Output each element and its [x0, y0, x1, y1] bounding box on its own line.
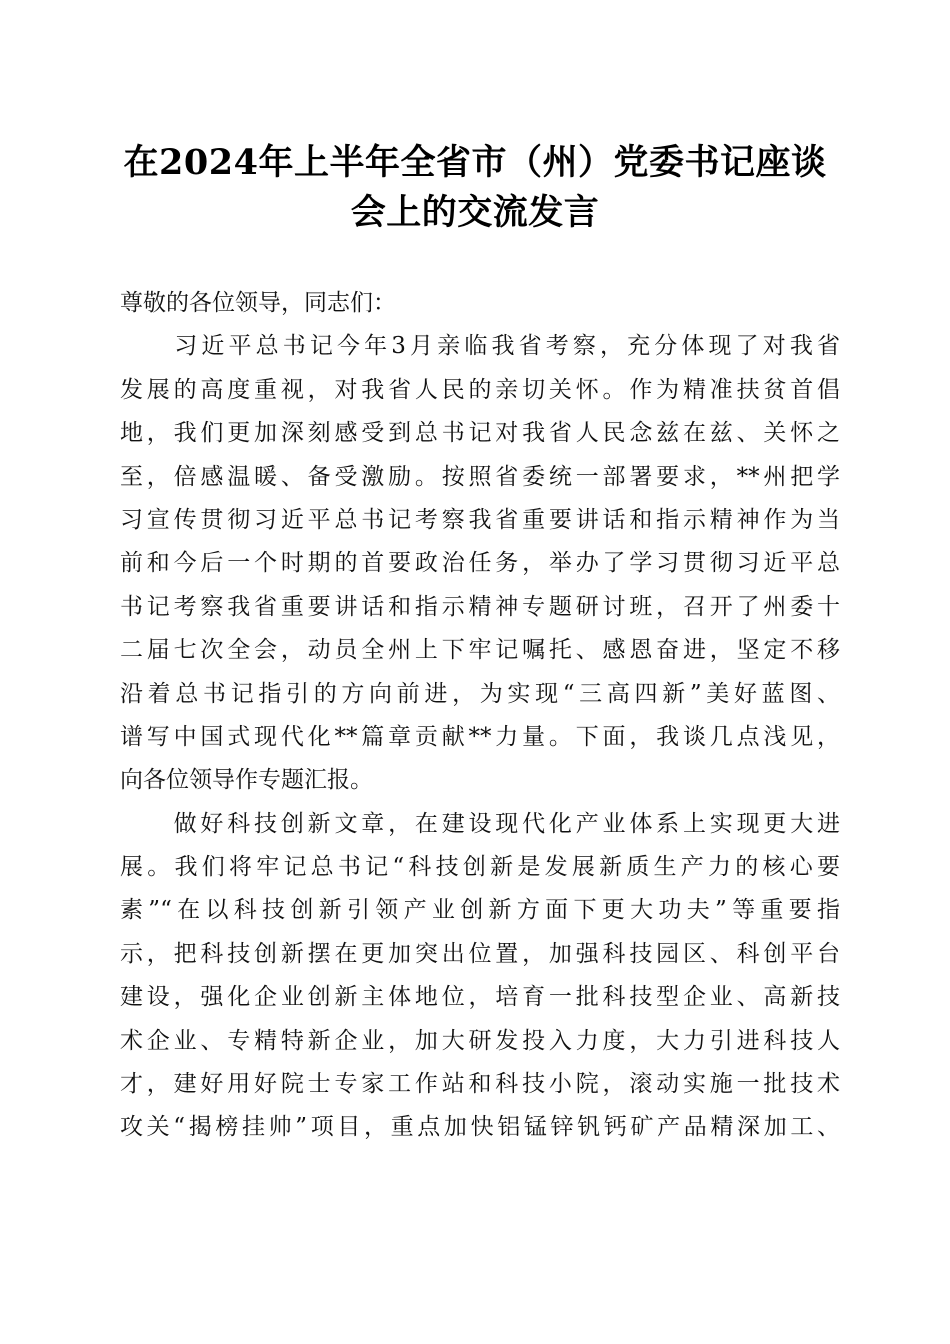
paragraph-line: 示，把科技创新摆在更加突出位置，加强科技园区、科创平台 [120, 940, 840, 967]
paragraph-line: 攻关“揭榜挂帅”项目，重点加快铝锰锌钒钙矿产品精深加工、 [120, 1114, 840, 1141]
paragraph-line: 习近平总书记今年3月亲临我省考察，充分体现了对我省 [120, 333, 840, 360]
paragraph-line: 向各位领导作专题汇报。 [120, 767, 373, 794]
paragraph-line: 二届七次全会，动员全州上下牢记嘱托、感恩奋进，坚定不移 [120, 637, 840, 664]
paragraph-line: 前和今后一个时期的首要政治任务，举办了学习贯彻习近平总 [120, 550, 840, 577]
paragraph-line: 展。我们将牢记总书记“科技创新是发展新质生产力的核心要 [120, 854, 840, 881]
paragraph-1 [120, 325, 840, 802]
paragraph-line: 才，建好用好院士专家工作站和科技小院，滚动实施一批技术 [120, 1071, 840, 1098]
paragraph-line: 沿着总书记指引的方向前进，为实现“三高四新”美好蓝图、 [120, 680, 840, 707]
paragraph-line: 术企业、专精特新企业，加大研发投入力度，大力引进科技人 [120, 1027, 840, 1054]
title-line-1: 在2024年上半年全省市（州）党委书记座谈 [123, 142, 827, 183]
paragraph-line: 习宣传贯彻习近平总书记考察我省重要讲话和指示精神作为当 [120, 506, 840, 533]
paragraph-line: 谱写中国式现代化**篇章贡献**力量。下面，我谈几点浅见， [120, 723, 840, 750]
paragraph-line: 书记考察我省重要讲话和指示精神专题研讨班，召开了州委十 [120, 593, 840, 620]
document-title [100, 138, 850, 238]
paragraph-line: 做好科技创新文章，在建设现代化产业体系上实现更大进 [120, 810, 840, 837]
paragraph-line: 地，我们更加深刻感受到总书记对我省人民念兹在兹、关怀之 [120, 420, 840, 447]
paragraph-line: 素”“在以科技创新引领产业创新方面下更大功夫”等重要指 [120, 897, 840, 924]
paragraph-line: 发展的高度重视，对我省人民的亲切关怀。作为精准扶贫首倡 [120, 376, 840, 403]
title-line-2: 会上的交流发言 [350, 192, 600, 233]
salutation: 尊敬的各位领导，同志们： [120, 290, 396, 316]
paragraph-2 [120, 803, 840, 1150]
paragraph-line: 建设，强化企业创新主体地位，培育一批科技型企业、高新技 [120, 984, 840, 1011]
document-body [120, 282, 840, 1150]
paragraph-line: 至，倍感温暖、备受激励。按照省委统一部署要求，**州把学 [120, 463, 840, 490]
